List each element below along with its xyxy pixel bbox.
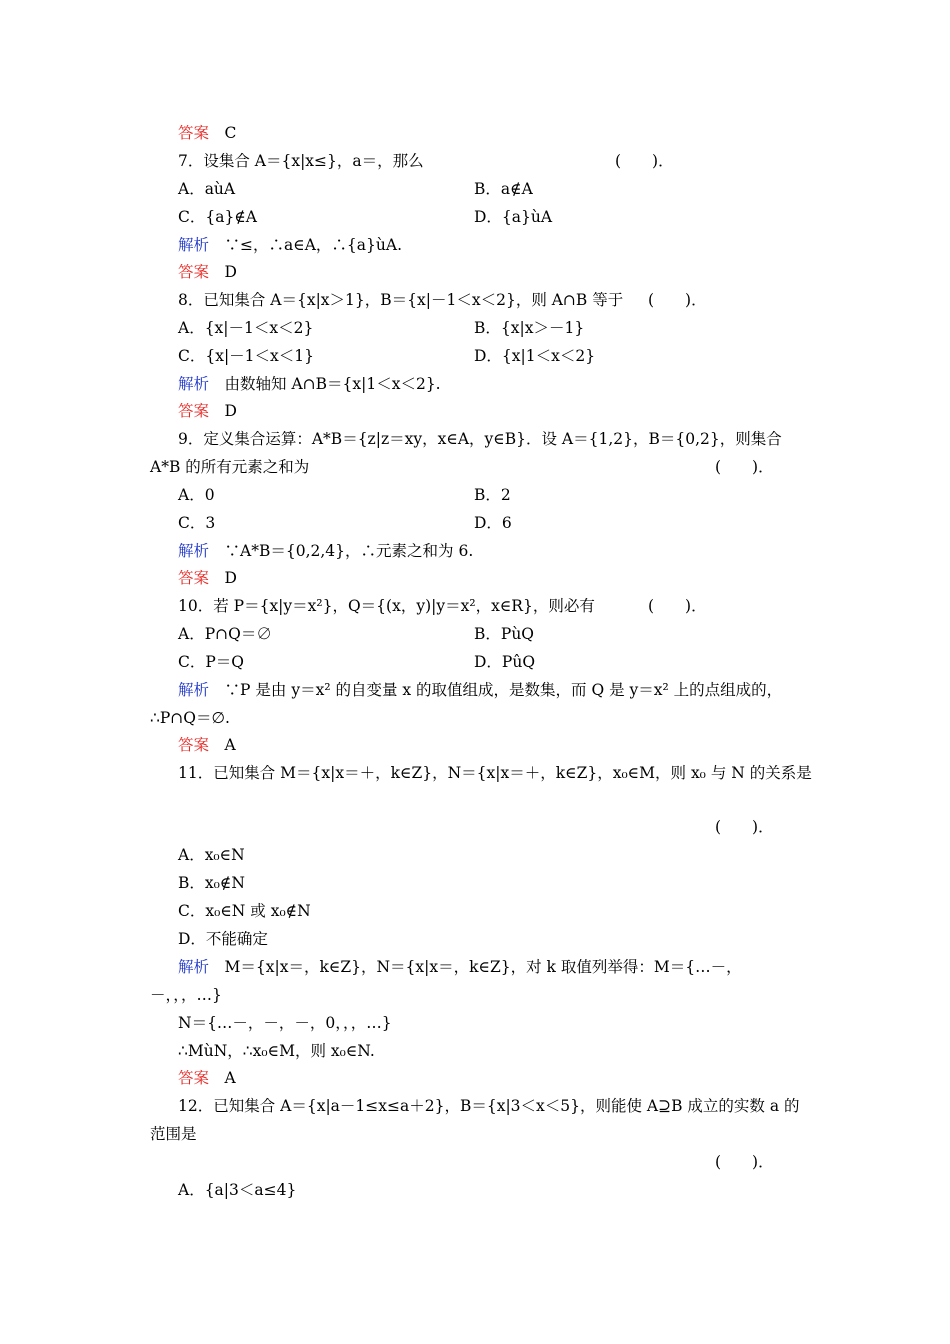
q10-option-d: D．PûQ bbox=[474, 653, 536, 671]
question-8-blank: ( )． bbox=[648, 291, 707, 309]
answer-label: 答案 bbox=[178, 124, 210, 142]
question-8-stem: 8．已知集合 A＝{x|x＞1}，B＝{x|－1＜x＜2}，则 A∩B 等于 bbox=[178, 291, 624, 309]
q10-option-a: A．P∩Q＝∅ bbox=[178, 625, 272, 643]
analysis-label: 解析 bbox=[178, 958, 210, 976]
q8-option-b: B．{x|x＞－1} bbox=[474, 319, 585, 337]
question-10-stem: 10．若 P＝{x|y＝x²}，Q＝{(x，y)|y＝x²，x∈R}，则必有 bbox=[178, 597, 595, 615]
q10-option-c: C．P＝Q bbox=[178, 653, 244, 671]
q7-answer bbox=[178, 262, 237, 282]
question-9-stem-cont: A*B 的所有元素之和为 bbox=[150, 458, 310, 476]
answer-label: 答案 bbox=[178, 1069, 210, 1087]
answer-label: 答案 bbox=[178, 263, 210, 281]
question-7-blank: ( )． bbox=[615, 152, 674, 170]
q12-option-a: A．{a|3＜a≤4} bbox=[178, 1181, 297, 1199]
question-12-stem-cont: 范围是 bbox=[150, 1125, 197, 1143]
question-11-stem: 11．已知集合 M＝{x|x＝＋，k∈Z}，N＝{x|x＝＋，k∈Z}，x₀∈M，则 x₀ 与 N 的关系是 bbox=[178, 764, 812, 782]
q9-analysis bbox=[178, 541, 473, 561]
q11-analysis bbox=[178, 957, 742, 977]
q11-analysis-conclusion: ∴MùN，∴x₀∈M，则 x₀∈N. bbox=[178, 1042, 375, 1060]
answer-value: C bbox=[224, 124, 237, 142]
answer-value: D bbox=[224, 263, 237, 281]
analysis-label: 解析 bbox=[178, 542, 210, 560]
q10-answer bbox=[178, 735, 236, 755]
q8-option-c: C．{x|－1＜x＜1} bbox=[178, 347, 315, 365]
analysis-label: 解析 bbox=[178, 375, 210, 393]
question-9-blank: ( )． bbox=[715, 458, 774, 476]
answer-label: 答案 bbox=[178, 736, 210, 754]
answer-label: 答案 bbox=[178, 569, 210, 587]
analysis-text: ∵P 是由 y＝x² 的自变量 x 的取值组成，是数集，而 Q 是 y＝x² 上的点组成的， bbox=[224, 681, 783, 699]
question-11-blank: ( )． bbox=[715, 818, 774, 836]
q9-option-c: C．3 bbox=[178, 514, 216, 532]
q11-answer bbox=[178, 1068, 236, 1088]
analysis-text: 由数轴知 A∩B＝{x|1＜x＜2}. bbox=[224, 375, 441, 393]
analysis-label: 解析 bbox=[178, 681, 210, 699]
q9-answer bbox=[178, 568, 237, 588]
answer-label: 答案 bbox=[178, 402, 210, 420]
question-10-blank: ( )． bbox=[648, 597, 707, 615]
q7-option-c: C．{a}∉A bbox=[178, 208, 257, 226]
q7-analysis bbox=[178, 235, 402, 255]
q7-option-d: D．{a}ùA bbox=[474, 208, 553, 226]
q11-analysis-cont: －，，，…} bbox=[150, 986, 222, 1004]
q10-option-b: B．PùQ bbox=[474, 625, 535, 643]
q9-option-b: B．2 bbox=[474, 486, 511, 504]
answer-line bbox=[178, 123, 236, 143]
q8-option-a: A．{x|－1＜x＜2} bbox=[178, 319, 314, 337]
analysis-text: ∵A*B＝{0,2,4}，∴元素之和为 6. bbox=[224, 542, 474, 560]
question-12-stem: 12．已知集合 A＝{x|a－1≤x≤a＋2}，B＝{x|3＜x＜5}，则能使 A⊇B 成立的实数 a 的 bbox=[178, 1097, 800, 1115]
answer-value: A bbox=[224, 736, 236, 754]
q10-analysis-cont: ∴P∩Q＝∅. bbox=[150, 709, 230, 727]
question-7-stem: 7．设集合 A＝{x|x≤}，a＝，那么 bbox=[178, 152, 424, 170]
answer-value: D bbox=[224, 569, 237, 587]
answer-value: A bbox=[224, 1069, 236, 1087]
q11-analysis-n: N＝{…－，－，－，0，，，…} bbox=[178, 1014, 392, 1032]
q11-option-a: A．x₀∈N bbox=[178, 846, 245, 864]
answer-value: D bbox=[224, 402, 237, 420]
q11-option-c: C．x₀∈N 或 x₀∉N bbox=[178, 902, 311, 920]
question-9-stem: 9．定义集合运算：A*B＝{z|z＝xy，x∈A，y∈B}．设 A＝{1,2}，B＝{0,2}，则集合 bbox=[178, 430, 782, 448]
analysis-text: M＝{x|x＝，k∈Z}，N＝{x|x＝，k∈Z}，对 k 取值列举得：M＝{…－， bbox=[224, 958, 742, 976]
analysis-text: ∵≤，∴a∈A，∴{a}ùA. bbox=[224, 236, 402, 254]
q11-option-d: D．不能确定 bbox=[178, 930, 268, 948]
q8-analysis bbox=[178, 374, 441, 394]
q7-option-a: A．aùA bbox=[178, 180, 236, 198]
q8-option-d: D．{x|1＜x＜2} bbox=[474, 347, 596, 365]
q9-option-a: A．0 bbox=[178, 486, 215, 504]
q9-option-d: D．6 bbox=[474, 514, 512, 532]
q11-option-b: B．x₀∉N bbox=[178, 874, 245, 892]
analysis-label: 解析 bbox=[178, 236, 210, 254]
question-12-blank: ( )． bbox=[715, 1153, 774, 1171]
q10-analysis bbox=[178, 680, 782, 700]
q7-option-b: B．a∉A bbox=[474, 180, 533, 198]
q8-answer bbox=[178, 401, 237, 421]
